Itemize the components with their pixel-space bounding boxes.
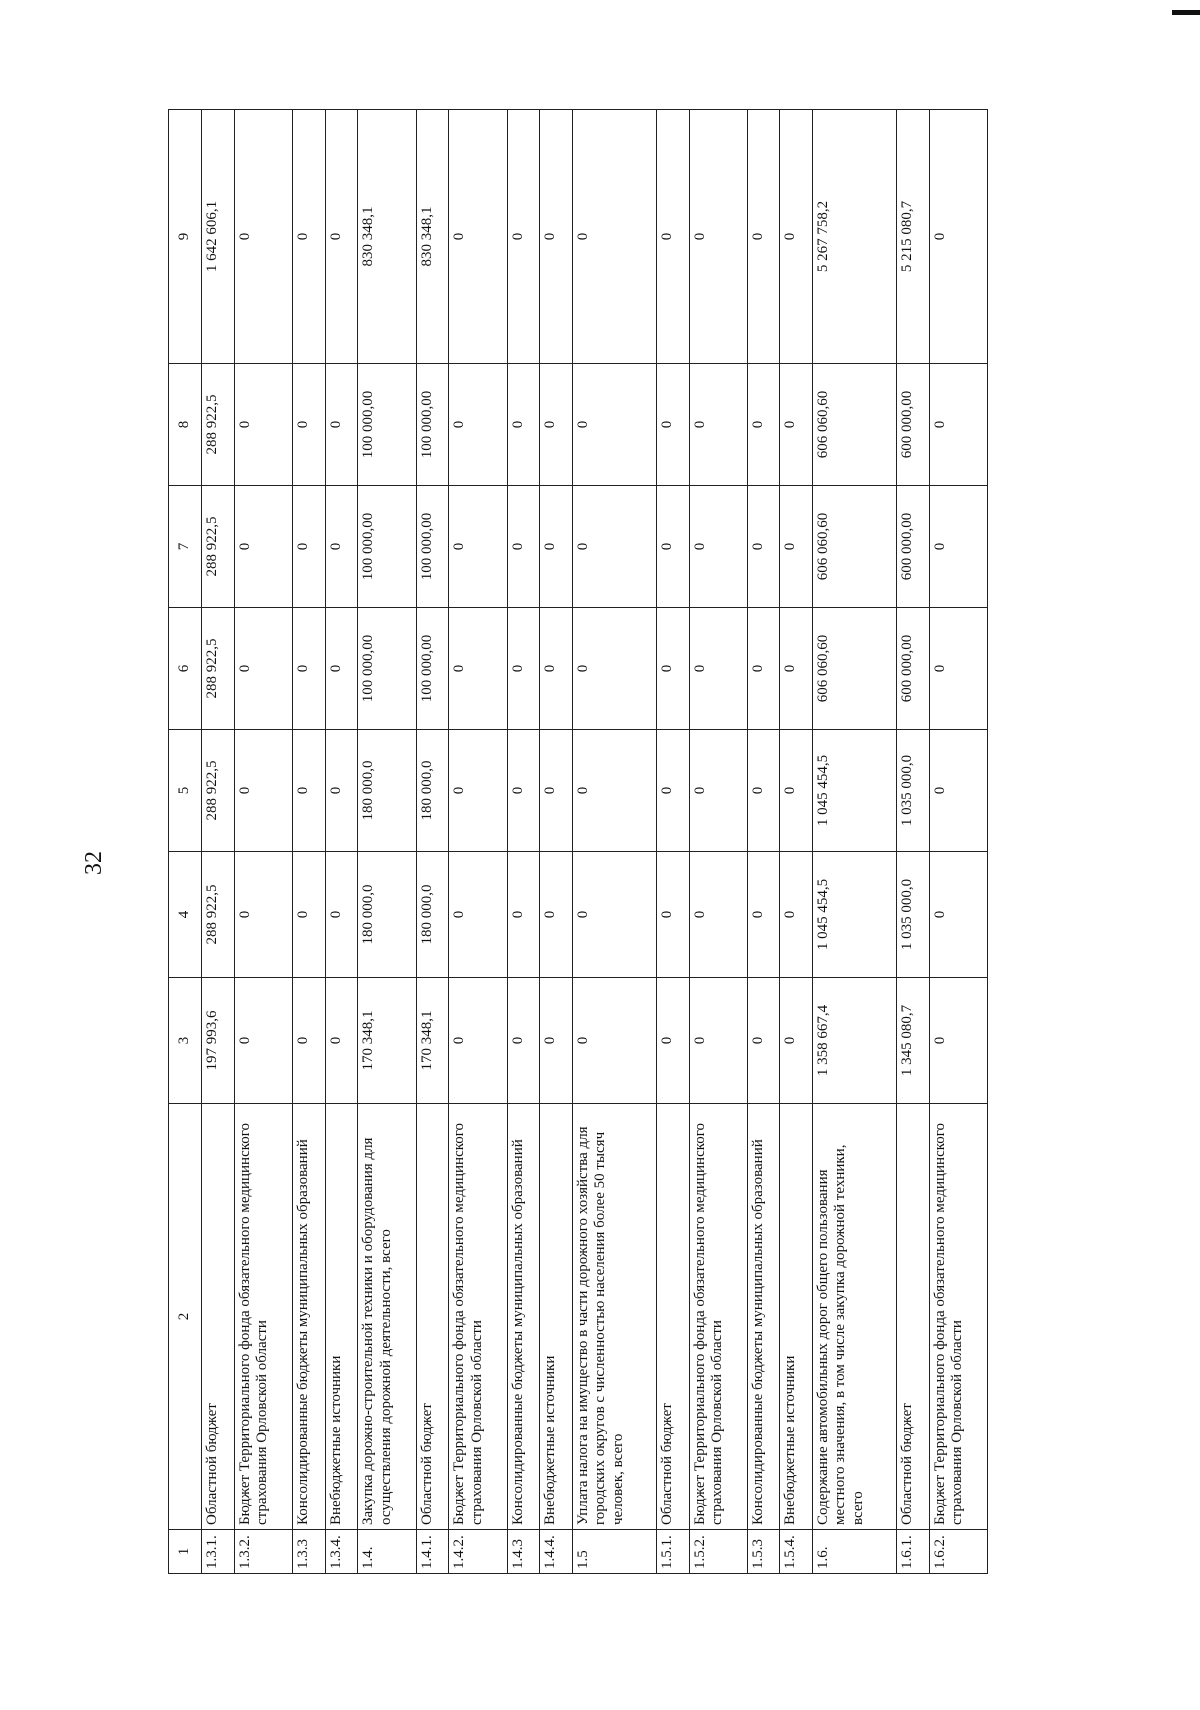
row-name-cell: Бюджет Территориального фонда обязательного медицинского страхования Орловской области bbox=[929, 1104, 987, 1530]
value-cell: 0 bbox=[292, 364, 325, 486]
table-row bbox=[689, 110, 747, 1574]
value-cell: 0 bbox=[780, 110, 813, 364]
value-cell: 0 bbox=[780, 730, 813, 852]
value-cell: 0 bbox=[540, 608, 573, 730]
value-cell: 0 bbox=[573, 730, 657, 852]
value-cell: 0 bbox=[449, 730, 507, 852]
value-cell: 0 bbox=[929, 110, 987, 364]
column-header-5: 5 bbox=[169, 730, 202, 852]
column-header-2: 2 bbox=[169, 1104, 202, 1530]
value-cell: 0 bbox=[747, 486, 780, 608]
value-cell: 0 bbox=[780, 364, 813, 486]
row-name-cell: Областной бюджет bbox=[202, 1104, 235, 1530]
value-cell: 0 bbox=[929, 486, 987, 608]
value-cell: 0 bbox=[929, 730, 987, 852]
row-code-cell: 1.3.2. bbox=[234, 1530, 292, 1574]
table-row bbox=[416, 110, 449, 1574]
value-cell: 0 bbox=[747, 852, 780, 978]
value-cell: 0 bbox=[234, 852, 292, 978]
value-cell: 100 000,00 bbox=[416, 364, 449, 486]
value-cell: 0 bbox=[540, 852, 573, 978]
value-cell: 1 358 667,4 bbox=[813, 978, 897, 1104]
value-cell: 0 bbox=[573, 110, 657, 364]
value-cell: 197 993,6 bbox=[202, 978, 235, 1104]
row-code-cell: 1.5 bbox=[573, 1530, 657, 1574]
header-row bbox=[169, 110, 202, 1574]
value-cell: 170 348,1 bbox=[416, 978, 449, 1104]
table-row bbox=[780, 110, 813, 1574]
table-row bbox=[358, 110, 416, 1574]
value-cell: 0 bbox=[573, 364, 657, 486]
table-row bbox=[540, 110, 573, 1574]
table-row bbox=[234, 110, 292, 1574]
value-cell: 0 bbox=[540, 978, 573, 1104]
row-name-cell: Внебюджетные источники bbox=[780, 1104, 813, 1530]
row-name-cell: Бюджет Территориального фонда обязательного медицинского страхования Орловской области bbox=[689, 1104, 747, 1530]
value-cell: 0 bbox=[929, 852, 987, 978]
page-number: 32 bbox=[81, 851, 107, 875]
value-cell: 0 bbox=[929, 364, 987, 486]
value-cell: 180 000,0 bbox=[416, 852, 449, 978]
value-cell: 0 bbox=[656, 978, 689, 1104]
row-name-cell: Бюджет Территориального фонда обязательного медицинского страхования Орловской области bbox=[234, 1104, 292, 1530]
value-cell: 0 bbox=[747, 730, 780, 852]
value-cell: 0 bbox=[449, 364, 507, 486]
row-code-cell: 1.5.2. bbox=[689, 1530, 747, 1574]
row-code-cell: 1.4. bbox=[358, 1530, 416, 1574]
row-code-cell: 1.6.1. bbox=[896, 1530, 929, 1574]
value-cell: 0 bbox=[780, 608, 813, 730]
value-cell: 0 bbox=[573, 852, 657, 978]
value-cell: 0 bbox=[325, 608, 358, 730]
value-cell: 0 bbox=[234, 978, 292, 1104]
value-cell: 600 000,00 bbox=[896, 486, 929, 608]
table-row bbox=[656, 110, 689, 1574]
value-cell: 0 bbox=[507, 486, 540, 608]
value-cell: 0 bbox=[292, 730, 325, 852]
value-cell: 0 bbox=[929, 978, 987, 1104]
value-cell: 0 bbox=[234, 364, 292, 486]
value-cell: 0 bbox=[507, 608, 540, 730]
value-cell: 0 bbox=[507, 730, 540, 852]
value-cell: 0 bbox=[780, 978, 813, 1104]
value-cell: 606 060,60 bbox=[813, 608, 897, 730]
row-code-cell: 1.4.1. bbox=[416, 1530, 449, 1574]
column-header-4: 4 bbox=[169, 852, 202, 978]
value-cell: 0 bbox=[325, 852, 358, 978]
value-cell: 0 bbox=[540, 110, 573, 364]
value-cell: 0 bbox=[573, 978, 657, 1104]
value-cell: 0 bbox=[689, 852, 747, 978]
row-name-cell: Содержание автомобильных дорог общего пользования местного значения, в том числе закупка дорожной техники, всего bbox=[813, 1104, 897, 1530]
value-cell: 0 bbox=[449, 486, 507, 608]
value-cell: 100 000,00 bbox=[358, 608, 416, 730]
value-cell: 180 000,0 bbox=[416, 730, 449, 852]
value-cell: 606 060,60 bbox=[813, 486, 897, 608]
value-cell: 0 bbox=[325, 110, 358, 364]
row-code-cell: 1.6. bbox=[813, 1530, 897, 1574]
value-cell: 1 345 080,7 bbox=[896, 978, 929, 1104]
row-name-cell: Областной бюджет bbox=[656, 1104, 689, 1530]
table-row bbox=[292, 110, 325, 1574]
value-cell: 0 bbox=[449, 978, 507, 1104]
row-code-cell: 1.5.1. bbox=[656, 1530, 689, 1574]
row-name-cell: Внебюджетные источники bbox=[540, 1104, 573, 1530]
value-cell: 600 000,00 bbox=[896, 608, 929, 730]
value-cell: 0 bbox=[234, 110, 292, 364]
value-cell: 5 215 080,7 bbox=[896, 110, 929, 364]
value-cell: 1 045 454,5 bbox=[813, 852, 897, 978]
rotated-table-container bbox=[168, 110, 988, 1574]
value-cell: 0 bbox=[780, 852, 813, 978]
value-cell: 5 267 758,2 bbox=[813, 110, 897, 364]
value-cell: 0 bbox=[689, 486, 747, 608]
value-cell: 288 922,5 bbox=[202, 364, 235, 486]
row-name-cell: Уплата налога на имущество в части дорожного хозяйства для городских округов с численностью населения более 50 тысяч человек, всего bbox=[573, 1104, 657, 1530]
value-cell: 0 bbox=[929, 608, 987, 730]
value-cell: 0 bbox=[449, 110, 507, 364]
table-row bbox=[325, 110, 358, 1574]
value-cell: 0 bbox=[689, 110, 747, 364]
value-cell: 1 035 000,0 bbox=[896, 730, 929, 852]
column-header-8: 8 bbox=[169, 364, 202, 486]
table-row bbox=[573, 110, 657, 1574]
value-cell: 1 642 606,1 bbox=[202, 110, 235, 364]
table-body bbox=[169, 110, 988, 1574]
value-cell: 830 348,1 bbox=[416, 110, 449, 364]
value-cell: 0 bbox=[573, 486, 657, 608]
table-row bbox=[202, 110, 235, 1574]
column-header-9: 9 bbox=[169, 110, 202, 364]
budget-table bbox=[168, 109, 988, 1574]
value-cell: 288 922,5 bbox=[202, 486, 235, 608]
value-cell: 1 035 000,0 bbox=[896, 852, 929, 978]
row-code-cell: 1.4.4. bbox=[540, 1530, 573, 1574]
row-code-cell: 1.4.3 bbox=[507, 1530, 540, 1574]
row-code-cell: 1.4.2. bbox=[449, 1530, 507, 1574]
value-cell: 0 bbox=[507, 978, 540, 1104]
value-cell: 0 bbox=[292, 978, 325, 1104]
table-row bbox=[507, 110, 540, 1574]
value-cell: 0 bbox=[689, 730, 747, 852]
column-header-1: 1 bbox=[169, 1530, 202, 1574]
value-cell: 180 000,0 bbox=[358, 852, 416, 978]
value-cell: 0 bbox=[656, 852, 689, 978]
row-name-cell: Консолидированные бюджеты муниципальных образований bbox=[507, 1104, 540, 1530]
table-row bbox=[449, 110, 507, 1574]
value-cell: 0 bbox=[292, 486, 325, 608]
row-code-cell: 1.5.4. bbox=[780, 1530, 813, 1574]
column-header-7: 7 bbox=[169, 486, 202, 608]
value-cell: 0 bbox=[234, 486, 292, 608]
value-cell: 0 bbox=[540, 730, 573, 852]
value-cell: 100 000,00 bbox=[358, 486, 416, 608]
value-cell: 0 bbox=[689, 364, 747, 486]
value-cell: 600 000,00 bbox=[896, 364, 929, 486]
value-cell: 0 bbox=[747, 364, 780, 486]
value-cell: 0 bbox=[292, 608, 325, 730]
value-cell: 0 bbox=[656, 608, 689, 730]
row-code-cell: 1.5.3 bbox=[747, 1530, 780, 1574]
row-name-cell: Областной бюджет bbox=[416, 1104, 449, 1530]
value-cell: 606 060,60 bbox=[813, 364, 897, 486]
value-cell: 0 bbox=[325, 730, 358, 852]
value-cell: 0 bbox=[292, 110, 325, 364]
value-cell: 288 922,5 bbox=[202, 608, 235, 730]
value-cell: 0 bbox=[449, 852, 507, 978]
value-cell: 0 bbox=[325, 486, 358, 608]
value-cell: 1 045 454,5 bbox=[813, 730, 897, 852]
row-code-cell: 1.3.3 bbox=[292, 1530, 325, 1574]
row-name-cell: Консолидированные бюджеты муниципальных образований bbox=[747, 1104, 780, 1530]
row-name-cell: Бюджет Территориального фонда обязательного медицинского страхования Орловской области bbox=[449, 1104, 507, 1530]
value-cell: 0 bbox=[689, 978, 747, 1104]
value-cell: 0 bbox=[747, 978, 780, 1104]
row-name-cell: Внебюджетные источники bbox=[325, 1104, 358, 1530]
value-cell: 288 922,5 bbox=[202, 730, 235, 852]
column-header-3: 3 bbox=[169, 978, 202, 1104]
value-cell: 0 bbox=[234, 608, 292, 730]
row-name-cell: Закупка дорожно-строительной техники и оборудования для осуществления дорожной деятельности, всего bbox=[358, 1104, 416, 1530]
scan-edge-mark bbox=[1172, 10, 1200, 15]
value-cell: 0 bbox=[234, 730, 292, 852]
table-row bbox=[747, 110, 780, 1574]
value-cell: 0 bbox=[656, 110, 689, 364]
value-cell: 0 bbox=[507, 110, 540, 364]
value-cell: 288 922,5 bbox=[202, 852, 235, 978]
value-cell: 100 000,00 bbox=[358, 364, 416, 486]
value-cell: 0 bbox=[689, 608, 747, 730]
value-cell: 0 bbox=[507, 364, 540, 486]
value-cell: 100 000,00 bbox=[416, 486, 449, 608]
table-row bbox=[929, 110, 987, 1574]
table-row bbox=[813, 110, 897, 1574]
value-cell: 0 bbox=[656, 730, 689, 852]
value-cell: 0 bbox=[449, 608, 507, 730]
table-row bbox=[896, 110, 929, 1574]
row-name-cell: Консолидированные бюджеты муниципальных образований bbox=[292, 1104, 325, 1530]
row-code-cell: 1.6.2. bbox=[929, 1530, 987, 1574]
row-code-cell: 1.3.4. bbox=[325, 1530, 358, 1574]
column-header-6: 6 bbox=[169, 608, 202, 730]
row-code-cell: 1.3.1. bbox=[202, 1530, 235, 1574]
value-cell: 180 000,0 bbox=[358, 730, 416, 852]
value-cell: 830 348,1 bbox=[358, 110, 416, 364]
value-cell: 0 bbox=[573, 608, 657, 730]
value-cell: 0 bbox=[540, 364, 573, 486]
value-cell: 0 bbox=[747, 110, 780, 364]
value-cell: 0 bbox=[325, 978, 358, 1104]
value-cell: 0 bbox=[656, 486, 689, 608]
value-cell: 0 bbox=[507, 852, 540, 978]
value-cell: 100 000,00 bbox=[416, 608, 449, 730]
value-cell: 170 348,1 bbox=[358, 978, 416, 1104]
value-cell: 0 bbox=[540, 486, 573, 608]
value-cell: 0 bbox=[780, 486, 813, 608]
value-cell: 0 bbox=[656, 364, 689, 486]
value-cell: 0 bbox=[325, 364, 358, 486]
row-name-cell: Областной бюджет bbox=[896, 1104, 929, 1530]
value-cell: 0 bbox=[292, 852, 325, 978]
value-cell: 0 bbox=[747, 608, 780, 730]
